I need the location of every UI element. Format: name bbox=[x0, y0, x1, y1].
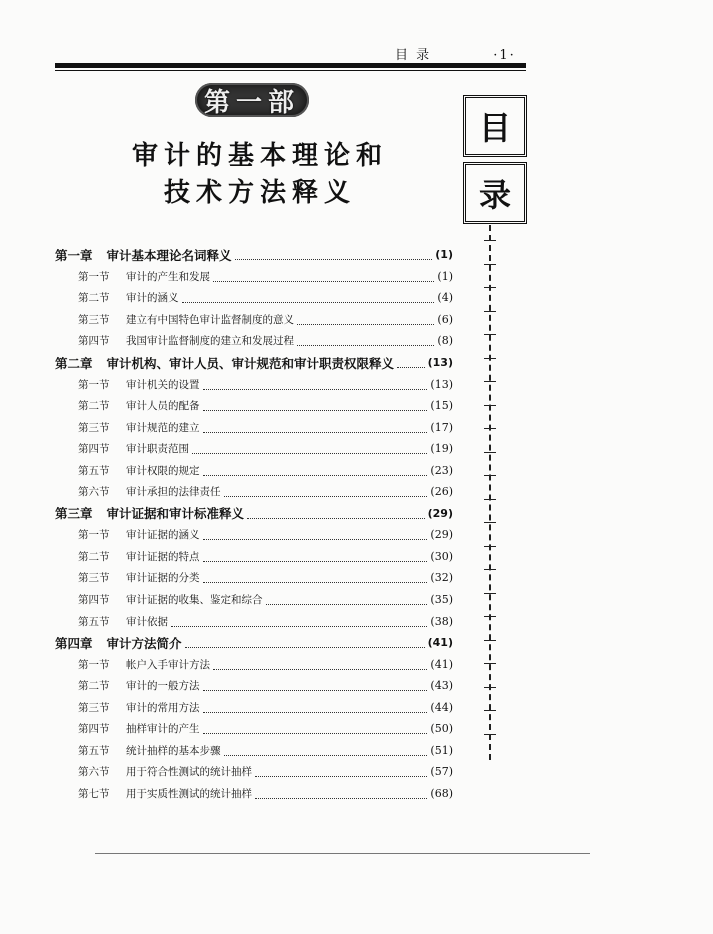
toc-entry-page: (23) bbox=[430, 463, 453, 477]
toc-section-row[interactable] bbox=[55, 718, 453, 740]
header-page-number: ·1· bbox=[493, 48, 516, 63]
header-title: 目 录 bbox=[395, 48, 432, 63]
toc-chapter-row[interactable] bbox=[55, 244, 453, 266]
toc-leader-dots bbox=[213, 659, 427, 670]
toc-entry-title: 抽样审计的产生 bbox=[126, 723, 200, 736]
toc-entry-title: 审计的一般方法 bbox=[126, 680, 200, 693]
toc-leader-dots bbox=[171, 616, 427, 627]
toc-leader-dots bbox=[203, 422, 428, 433]
toc-entry-page: (68) bbox=[430, 786, 453, 800]
side-tab-lu: 录 bbox=[463, 162, 527, 224]
toc-entry-title: 审计证据和审计标准释义 bbox=[106, 506, 245, 522]
toc-entry-page: (38) bbox=[430, 614, 453, 628]
toc-entry-title: 帐户入手审计方法 bbox=[126, 658, 210, 671]
toc-leader-dots bbox=[203, 572, 428, 583]
part-title-line-2: 技术方法释义 bbox=[163, 178, 356, 208]
toc-entry-title: 审计证据的收集、鉴定和综合 bbox=[126, 594, 263, 607]
side-tick bbox=[484, 240, 496, 241]
toc-leader-dots bbox=[203, 723, 428, 734]
toc-entry-title: 审计方法简介 bbox=[106, 635, 182, 651]
side-tick bbox=[484, 734, 496, 735]
toc-entry-label: 第六节 bbox=[78, 766, 110, 779]
side-tick bbox=[484, 358, 496, 359]
side-tick bbox=[484, 452, 496, 453]
toc-leader-dots bbox=[397, 357, 425, 368]
toc-entry-label: 第五节 bbox=[78, 615, 110, 628]
side-tick bbox=[484, 593, 496, 594]
toc-entry-label: 第三节 bbox=[78, 313, 110, 326]
side-tick bbox=[484, 381, 496, 382]
toc-entry-label: 第三节 bbox=[78, 701, 110, 714]
toc-entry-label: 第一节 bbox=[78, 658, 110, 671]
side-tick bbox=[484, 287, 496, 288]
toc-entry-label: 第一节 bbox=[78, 378, 110, 391]
side-tick bbox=[484, 264, 496, 265]
toc-section-row[interactable] bbox=[55, 459, 453, 481]
side-tick bbox=[484, 710, 496, 711]
toc-leader-dots bbox=[213, 271, 434, 282]
toc-entry-label: 第四节 bbox=[78, 443, 110, 456]
toc-entry-label: 第五节 bbox=[78, 744, 110, 757]
toc-entry-page: (41) bbox=[427, 636, 453, 650]
toc-section-row[interactable] bbox=[55, 546, 453, 568]
toc-chapter-row[interactable] bbox=[55, 632, 453, 654]
toc-entry-title: 审计职责范围 bbox=[126, 443, 189, 456]
toc-entry-label: 第四节 bbox=[78, 335, 110, 348]
toc-entry-title: 审计规范的建立 bbox=[126, 421, 200, 434]
toc-leader-dots bbox=[255, 788, 427, 799]
toc-entry-title: 我国审计监督制度的建立和发展过程 bbox=[126, 335, 294, 348]
toc-entry-title: 审计依据 bbox=[126, 615, 168, 628]
side-tick bbox=[484, 405, 496, 406]
toc-entry-page: (50) bbox=[430, 722, 453, 736]
side-tick bbox=[484, 522, 496, 523]
toc-entry-label: 第一章 bbox=[55, 247, 93, 263]
toc-leader-dots bbox=[203, 465, 428, 476]
toc-entry-page: (17) bbox=[430, 420, 453, 434]
side-tick bbox=[484, 311, 496, 312]
toc-entry-page: (44) bbox=[430, 700, 453, 714]
toc-section-row[interactable] bbox=[55, 610, 453, 632]
toc-section-row[interactable] bbox=[55, 589, 453, 611]
toc-entry-page: (19) bbox=[430, 442, 453, 456]
part-badge bbox=[195, 83, 309, 117]
toc-section-row[interactable] bbox=[55, 287, 453, 309]
toc-entry-page: (1) bbox=[435, 248, 453, 262]
toc-leader-dots bbox=[203, 379, 428, 390]
toc-entry-title: 审计权限的规定 bbox=[126, 464, 200, 477]
toc-entry-page: (35) bbox=[430, 593, 453, 607]
toc-entry-label: 第二节 bbox=[78, 400, 110, 413]
footer-rule bbox=[95, 853, 590, 854]
toc-chapter-row[interactable] bbox=[55, 352, 453, 374]
toc-leader-dots bbox=[297, 314, 434, 325]
toc-entry-page: (13) bbox=[430, 377, 453, 391]
toc-leader-dots bbox=[266, 594, 428, 605]
side-tick bbox=[484, 546, 496, 547]
toc-entry-page: (29) bbox=[430, 528, 453, 542]
toc-entry-label: 第三章 bbox=[55, 506, 93, 522]
toc-entry-title: 审计的产生和发展 bbox=[126, 270, 210, 283]
toc-entry-page: (51) bbox=[430, 743, 453, 757]
toc-entry-label: 第二节 bbox=[78, 680, 110, 693]
header-rule-thick bbox=[55, 63, 526, 68]
toc-section-row[interactable] bbox=[55, 696, 453, 718]
toc-section-row[interactable] bbox=[55, 416, 453, 438]
toc-entry-title: 审计基本理论名词释义 bbox=[106, 247, 232, 263]
toc-entry-title: 审计机关的设置 bbox=[126, 378, 200, 391]
toc-entry-page: (29) bbox=[427, 506, 453, 520]
toc-section-row[interactable] bbox=[55, 783, 453, 805]
toc-section-row[interactable] bbox=[55, 761, 453, 783]
toc-leader-dots bbox=[297, 335, 434, 346]
toc-leader-dots bbox=[203, 551, 428, 562]
part-title-line-1: 审计的基本理论和 bbox=[131, 141, 388, 171]
toc-section-row[interactable] bbox=[55, 481, 453, 503]
toc-leader-dots bbox=[224, 486, 428, 497]
side-dashed-line bbox=[489, 225, 491, 760]
toc-entry-page: (41) bbox=[430, 657, 453, 671]
toc-entry-page: (8) bbox=[437, 334, 453, 348]
side-tick bbox=[484, 334, 496, 335]
toc-chapter-row[interactable] bbox=[55, 503, 453, 525]
running-header bbox=[395, 44, 516, 63]
toc-entry-label: 第四节 bbox=[78, 723, 110, 736]
toc-leader-dots bbox=[255, 766, 427, 777]
toc-entry-label: 第二节 bbox=[78, 292, 110, 305]
toc-entry-title: 用于符合性测试的统计抽样 bbox=[126, 766, 252, 779]
toc-section-row[interactable] bbox=[55, 395, 453, 417]
toc-entry-label: 第五节 bbox=[78, 464, 110, 477]
toc-section-row[interactable] bbox=[55, 567, 453, 589]
toc-entry-page: (26) bbox=[430, 485, 453, 499]
toc-entry-title: 审计证据的涵义 bbox=[126, 529, 200, 542]
toc-entry-label: 第二章 bbox=[55, 355, 93, 371]
toc-leader-dots bbox=[203, 680, 428, 691]
toc-entry-label: 第六节 bbox=[78, 486, 110, 499]
toc-entry-page: (32) bbox=[430, 571, 453, 585]
toc-section-row[interactable] bbox=[55, 675, 453, 697]
toc-entry-title: 审计的常用方法 bbox=[126, 701, 200, 714]
toc-leader-dots bbox=[185, 637, 425, 648]
toc-entry-page: (6) bbox=[437, 312, 453, 326]
toc-entry-page: (57) bbox=[430, 765, 453, 779]
toc-leader-dots bbox=[192, 443, 427, 454]
toc-entry-label: 第二节 bbox=[78, 550, 110, 563]
toc-entry-page: (4) bbox=[437, 291, 453, 305]
toc-entry-label: 第四节 bbox=[78, 594, 110, 607]
toc-leader-dots bbox=[203, 400, 428, 411]
toc-entry-title: 审计证据的分类 bbox=[126, 572, 200, 585]
toc-entry-page: (13) bbox=[427, 356, 453, 369]
toc-leader-dots bbox=[182, 292, 435, 303]
toc-section-row[interactable] bbox=[55, 309, 453, 331]
side-tick bbox=[484, 663, 496, 664]
toc-entry-title: 审计的涵义 bbox=[126, 292, 179, 305]
toc-section-row[interactable] bbox=[55, 373, 453, 395]
toc-section-row[interactable] bbox=[55, 524, 453, 546]
toc-section-row[interactable] bbox=[55, 740, 453, 762]
toc-section-row[interactable] bbox=[55, 330, 453, 352]
table-of-contents bbox=[55, 244, 453, 804]
side-tab-mu: 目 bbox=[463, 95, 527, 157]
toc-entry-label: 第七节 bbox=[78, 787, 110, 800]
toc-leader-dots bbox=[235, 249, 433, 260]
toc-section-row[interactable] bbox=[55, 438, 453, 460]
toc-entry-label: 第一节 bbox=[78, 270, 110, 283]
toc-entry-title: 用于实质性测试的统计抽样 bbox=[126, 787, 252, 800]
part-badge-label: 第一部 bbox=[203, 87, 300, 118]
toc-entry-page: (15) bbox=[430, 399, 453, 413]
side-tick bbox=[484, 499, 496, 500]
toc-section-row[interactable] bbox=[55, 653, 453, 675]
toc-leader-dots bbox=[203, 702, 428, 713]
toc-entry-page: (30) bbox=[430, 549, 453, 563]
toc-entry-label: 第三节 bbox=[78, 572, 110, 585]
side-tick bbox=[484, 616, 496, 617]
toc-entry-title: 统计抽样的基本步骤 bbox=[126, 744, 221, 757]
toc-entry-label: 第三节 bbox=[78, 421, 110, 434]
header-rule-thin bbox=[55, 70, 526, 71]
side-tick bbox=[484, 640, 496, 641]
toc-entry-title: 审计承担的法律责任 bbox=[126, 486, 221, 499]
toc-entry-title: 建立有中国特色审计监督制度的意义 bbox=[126, 313, 294, 326]
toc-entry-title: 审计人员的配备 bbox=[126, 400, 200, 413]
toc-entry-page: (1) bbox=[437, 269, 453, 283]
side-tick bbox=[484, 475, 496, 476]
toc-section-row[interactable] bbox=[55, 266, 453, 288]
toc-entry-title: 审计证据的特点 bbox=[126, 550, 200, 563]
toc-entry-title: 审计机构、审计人员、审计规范和审计职责权限释义 bbox=[106, 355, 395, 371]
side-tick bbox=[484, 569, 496, 570]
toc-leader-dots bbox=[203, 529, 428, 540]
toc-leader-dots bbox=[247, 508, 425, 519]
toc-entry-page: (43) bbox=[430, 679, 453, 693]
side-tick bbox=[484, 687, 496, 688]
side-tick bbox=[484, 428, 496, 429]
toc-entry-label: 第一节 bbox=[78, 529, 110, 542]
toc-leader-dots bbox=[224, 745, 428, 756]
toc-entry-label: 第四章 bbox=[55, 635, 93, 651]
